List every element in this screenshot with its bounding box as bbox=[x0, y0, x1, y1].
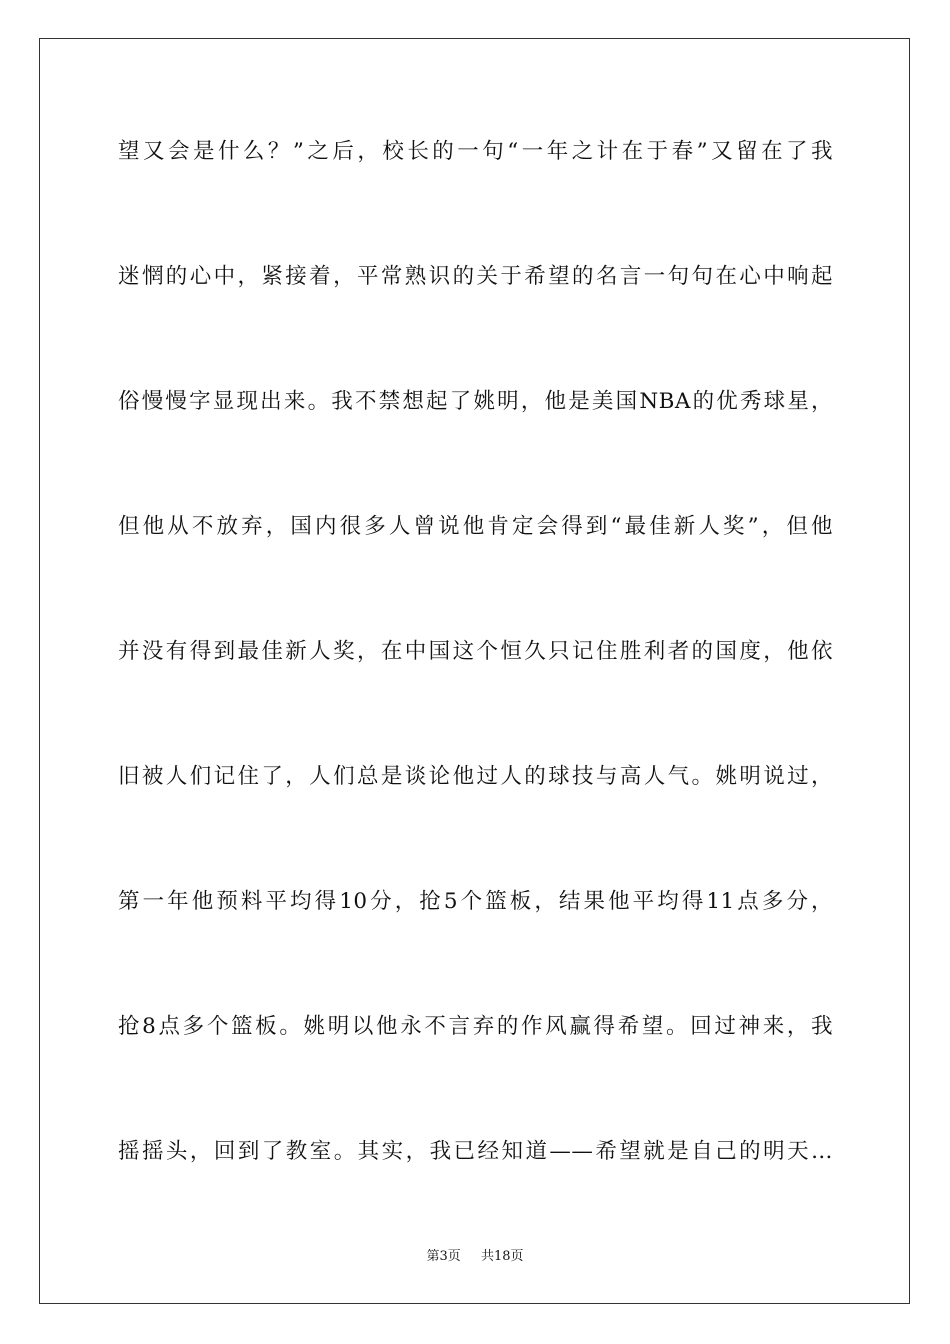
text-line-9: 摇摇头，回到了教室。其实，我已经知道——希望就是自己的明天… bbox=[118, 1139, 833, 1164]
text-line-8: 抢8点多个篮板。姚明以他永不言弃的作风赢得希望。回过神来，我 bbox=[118, 1014, 833, 1039]
page-total: 共18页 bbox=[480, 1249, 524, 1264]
text-line-7: 第一年他预料平均得10分，抢5个篮板，结果他平均得11点多分， bbox=[118, 889, 833, 914]
text-line-1: 望又会是什么？”之后，校长的一句“一年之计在于春”又留在了我 bbox=[118, 139, 833, 164]
text-line-5: 并没有得到最佳新人奖，在中国这个恒久只记住胜利者的国度，他依 bbox=[118, 639, 833, 664]
text-line-2: 迷惘的心中，紧接着，平常熟识的关于希望的名言一句句在心中响起 bbox=[118, 264, 833, 289]
page-footer bbox=[0, 1247, 950, 1267]
document-body bbox=[118, 130, 833, 1255]
page-number: 第3页 bbox=[426, 1249, 461, 1264]
text-line-4: 但他从不放弃，国内很多人曾说他肯定会得到“最佳新人奖”，但他 bbox=[118, 514, 833, 539]
text-line-3: 俗慢慢字显现出来。我不禁想起了姚明，他是美国NBA的优秀球星， bbox=[118, 389, 833, 414]
text-line-6: 旧被人们记住了，人们总是谈论他过人的球技与高人气。姚明说过， bbox=[118, 764, 833, 789]
